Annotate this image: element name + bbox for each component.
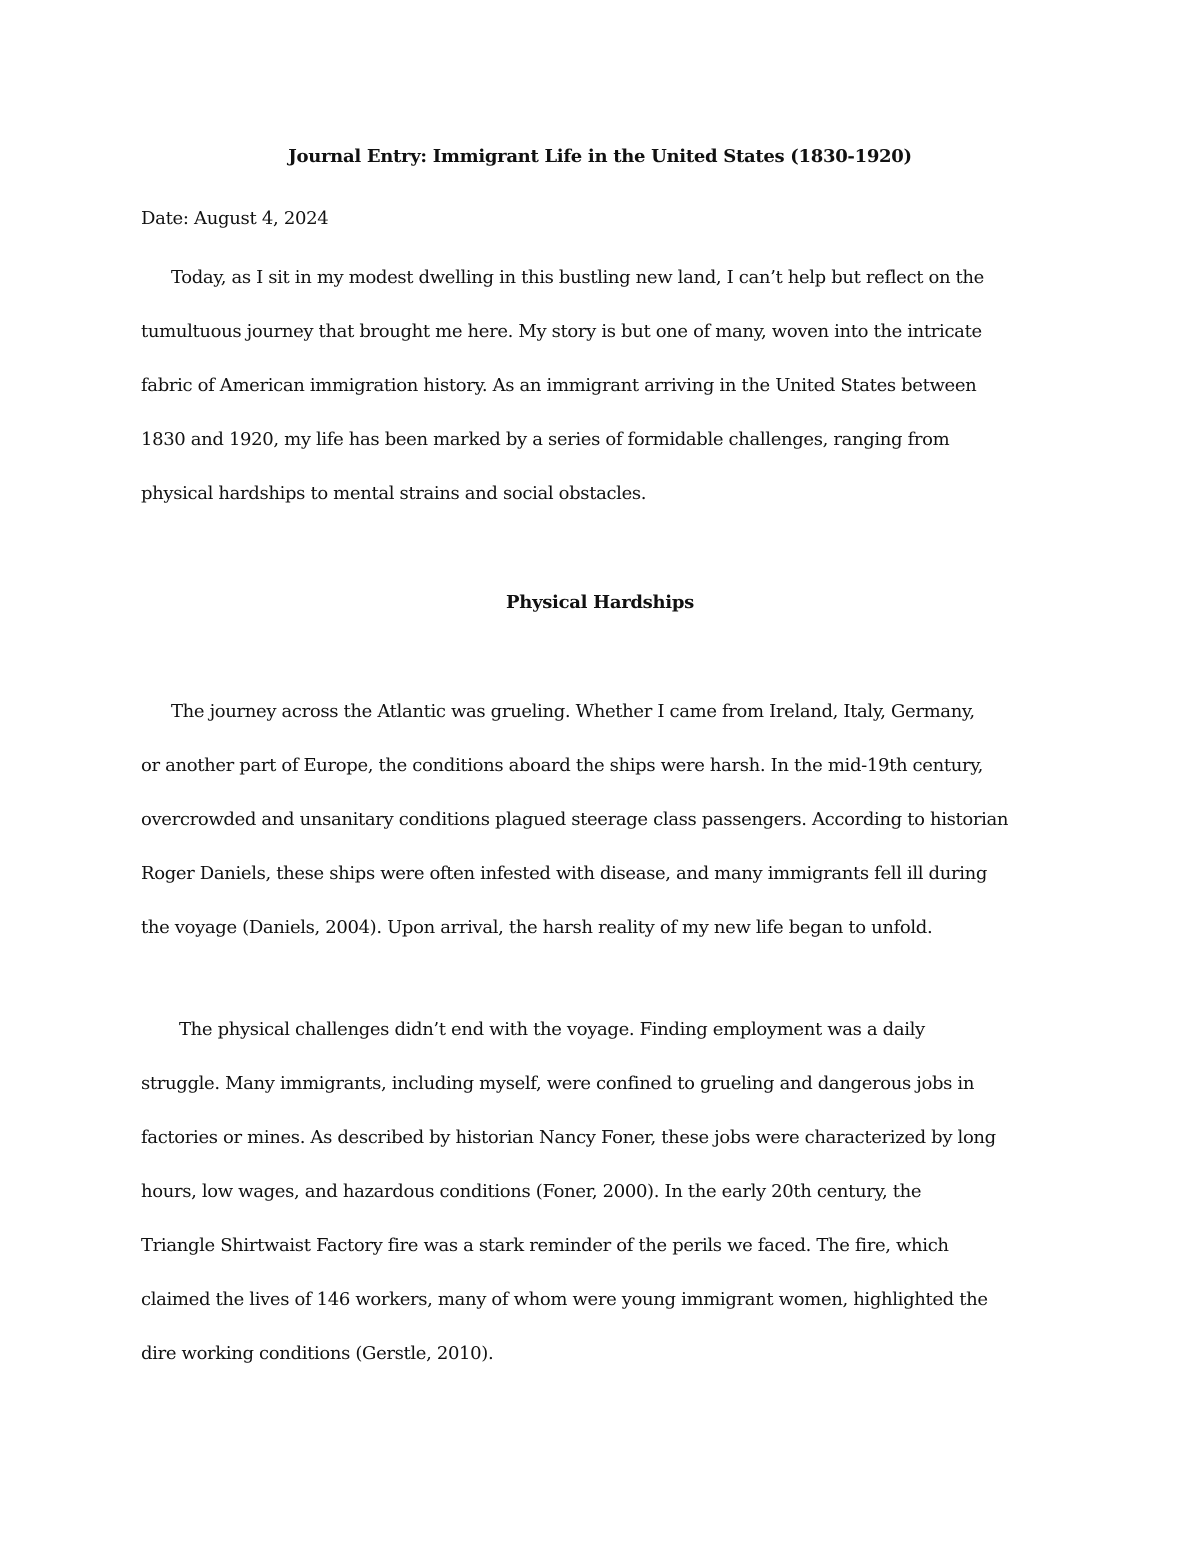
- paragraph-line: Roger Daniels, these ships were often infested with disease, and many immigrants fell ill during: [141, 863, 988, 884]
- paragraph-line: 1830 and 1920, my life has been marked by a series of formidable challenges, ranging from: [141, 429, 950, 450]
- intro-paragraph: [141, 266, 1071, 536]
- section-heading: Physical Hardships: [506, 592, 694, 613]
- entry-date: Date: August 4, 2024: [141, 208, 329, 229]
- paragraph-line: hours, low wages, and hazardous conditions (Foner, 2000). In the early 20th century, the: [141, 1181, 922, 1202]
- physical-hardships-paragraph-2: [141, 1018, 1071, 1396]
- paragraph-line: the voyage (Daniels, 2004). Upon arrival, the harsh reality of my new life began to unfold.: [141, 917, 933, 938]
- paragraph-line: The journey across the Atlantic was grueling. Whether I came from Ireland, Italy, Germany,: [171, 701, 975, 722]
- paragraph-line: claimed the lives of 146 workers, many of whom were young immigrant women, highlighted the: [141, 1289, 988, 1310]
- paragraph-line: factories or mines. As described by historian Nancy Foner, these jobs were characterized by long: [141, 1127, 996, 1148]
- paragraph-line: overcrowded and unsanitary conditions plagued steerage class passengers. According to historian: [141, 809, 1009, 830]
- paragraph-line: fabric of American immigration history. As an immigrant arriving in the United States between: [141, 375, 977, 396]
- paragraph-line: tumultuous journey that brought me here. My story is but one of many, woven into the intricate: [141, 321, 982, 342]
- paragraph-line: dire working conditions (Gerstle, 2010).: [141, 1343, 494, 1364]
- paragraph-line: struggle. Many immigrants, including myself, were confined to grueling and dangerous jobs in: [141, 1073, 975, 1094]
- paragraph-line: Triangle Shirtwaist Factory fire was a stark reminder of the perils we faced. The fire, which: [141, 1235, 949, 1256]
- paragraph-line: Today, as I sit in my modest dwelling in this bustling new land, I can’t help but reflect on the: [171, 267, 984, 288]
- document-title: Journal Entry: Immigrant Life in the United States (1830-1920): [288, 146, 912, 167]
- paragraph-line: physical hardships to mental strains and social obstacles.: [141, 483, 647, 504]
- paragraph-line: The physical challenges didn’t end with the voyage. Finding employment was a daily: [179, 1019, 925, 1040]
- paragraph-line: or another part of Europe, the conditions aboard the ships were harsh. In the mid-19th century,: [141, 755, 984, 776]
- physical-hardships-paragraph-1: [141, 700, 1071, 970]
